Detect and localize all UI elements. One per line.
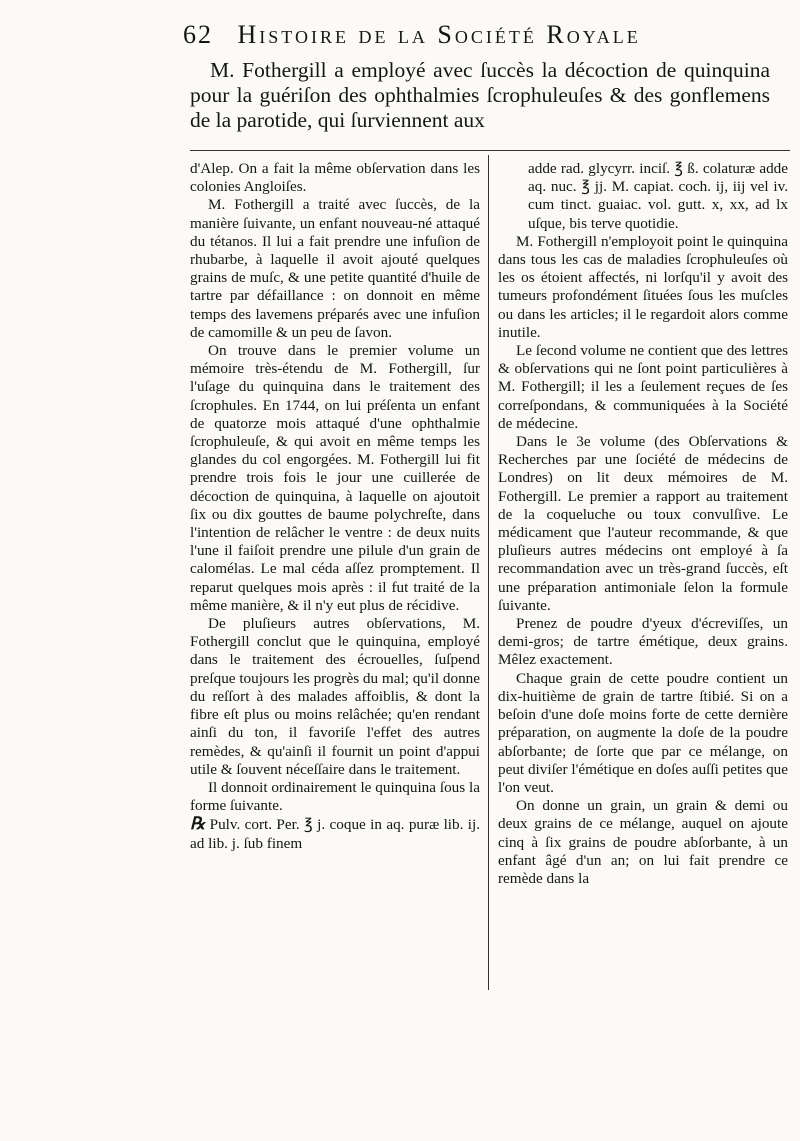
right-column — [498, 160, 788, 888]
column-divider — [488, 155, 489, 990]
right-paragraph-4: Dans le 3e volume (des Obſervations & Recherches par une ſociété de médecins de Londres) on lit deux mémoires de M. Fothergill. Le premier a rapport au traitement de la coqueluche ou toux convulſive. Le médicament que l'auteur recommande, & que pluſieurs autres médecins ont employé à ſa recommandation avec un très-grand ſuccès, eſt une préparation antimoniale ſelon la formule ſuivante. — [498, 433, 788, 614]
left-paragraph-3: On trouve dans le premier volume un mémoire très-étendu de M. Fothergill, ſur l'uſage du quinquina dans le traitement des ſcrophules. En 1744, on lui préſenta un enfant de quatorze mois attaqué d'une ophthalmie ſcrophuleuſe, & qui avoit en même temps les glandes du col engorgées. M. Fothergill lui fit prendre trois fois le jour une cuillerée de décoction de quinquina, à laquelle on ajoutoit ſix ou dix gouttes de baume polychreſte, dans l'intention de relâcher le ventre : de deux nuits l'une il faiſoit prendre une pilule d'un grain de calomélas. Le mal céda aſſez promptement. Il reparut quelques mois après : il fut traité de la même manière, & il n'y eut plus de récidive. — [190, 342, 480, 614]
left-column — [190, 160, 480, 853]
header-rule — [190, 150, 790, 151]
left-paragraph-1: d'Alep. On a fait la même obſervation dans les colonies Angloiſes. — [190, 160, 480, 196]
right-paragraph-2: M. Fothergill n'employoit point le quinquina dans tous les cas de maladies ſcrophuleuſes où les os étoient affectés, ni lorſqu'il y avoit des tumeurs profondément ſituées ſous les muſcles ou dans les articles; il le regardoit alors comme inutile. — [498, 232, 788, 341]
page-number: 62 — [183, 20, 213, 49]
intro-summary — [190, 58, 770, 133]
right-paragraph-3: Le ſecond volume ne contient que des lettres & obſervations qui ne ſont point particulières à M. Fothergill; il les a ſeulement reçues de ſes correſpondans, & communiquées à la Société de médecine. — [498, 342, 788, 432]
right-paragraph-1: adde rad. glycyrr. inciſ. ℥ ß. colaturæ adde aq. nuc. ℥ jj. M. capiat. coch. ij, iij vel iv. cum tinct. guaiac. vol. gutt. x, xx, ad lx uſque, bis terve quotidie. — [528, 160, 788, 232]
intro-paragraph: M. Fothergill a employé avec ſuccès la décoction de quinquina pour la guériſon des ophthalmies ſcrophuleuſes & des gonflemens de la parotide, qui ſurviennent aux — [190, 58, 770, 132]
right-paragraph-5: Prenez de poudre d'yeux d'écreviſſes, un demi-gros; de tartre émétique, deux grains. Mêlez exactement. — [498, 615, 788, 669]
recipe-text: Pulv. cort. Per. ℥ j. coque in aq. puræ lib. ij. ad lib. j. ſub finem — [190, 816, 481, 852]
left-paragraph-6 — [190, 815, 480, 852]
right-paragraph-7: On donne un grain, un grain & demi ou deux grains de ce mélange, auquel on ajoute cinq à ſix grains de poudre abſorbante, à un enfant âgé d'un an; on lui fait prendre ce remède dans la — [498, 797, 788, 887]
left-paragraph-2: M. Fothergill a traité avec ſuccès, de la manière ſuivante, un enfant nouveau-né attaqué du tétanos. Il lui a fait prendre une infuſion de rhubarbe, à laquelle il avoit ajouté quelques grains de muſc, & une petite quantité d'huile de tartre par défaillance : on donnoit en même temps des lavemens préparés avec une infuſion de camomille & un peu de ſavon. — [190, 196, 480, 341]
right-paragraph-6: Chaque grain de cette poudre contient un dix-huitième de grain de tartre ſtibié. Si on a beſoin d'une doſe moins forte de cette dernière préparation, on augmente la doſe de la poudre abſorbante; de ſorte que par ce mélange, on peut diviſer l'émétique en doſes auſſi petites que l'on veut. — [498, 669, 788, 796]
page-header — [183, 20, 740, 50]
left-paragraph-4: De pluſieurs autres obſervations, M. Fothergill conclut que le quinquina, employé dans le traitement des écrouelles, ſuſpend preſque toujours les progrès du mal; qu'il donne du reſſort à des malades affoiblis, & dont la fibre eſt plus ou moins relâchée; qu'en rendant ainſi du ton, il favoriſe l'effet des autres remèdes, & qu'ainſi il fournit un point d'appui utile & ſouvent néceſſaire dans le traitement. — [190, 615, 480, 778]
left-paragraph-5: Il donnoit ordinairement le quinquina ſous la forme ſuivante. — [190, 778, 480, 815]
running-title: Histoire de la Société Royale — [237, 20, 641, 49]
recipe-symbol-icon: ℞ — [190, 814, 206, 834]
